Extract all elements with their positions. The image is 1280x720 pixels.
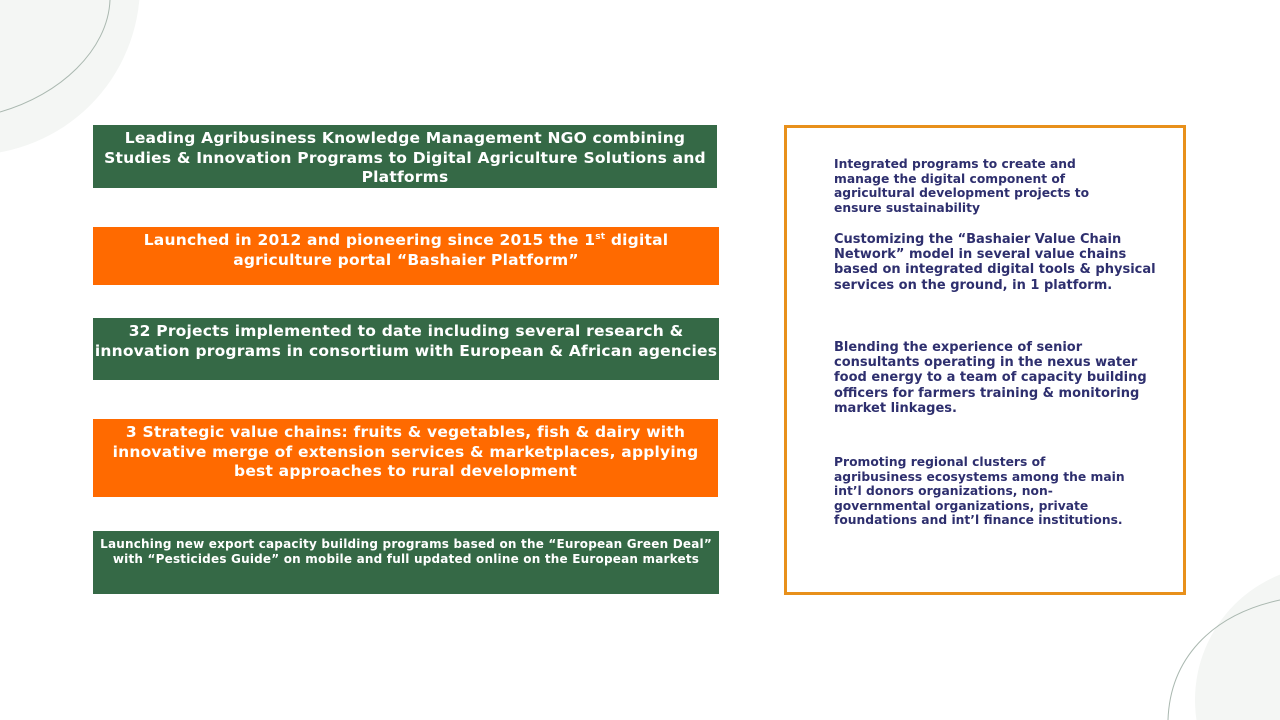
info-box-2-text-end: digital agriculture portal “Bashaier Platform” xyxy=(233,231,669,269)
panel-item-3: Blending the experience of senior consultants operating in the nexus water food energy to a team of capacity building officers for farmers training & monitoring market linkages. xyxy=(834,340,1147,416)
info-box-3 xyxy=(93,318,719,380)
panel-item-2: Customizing the “Bashaier Value Chain Network” model in several value chains based on integrated digital tools & physical services on the ground, in 1 platform. xyxy=(834,232,1156,293)
right-panel xyxy=(784,125,1186,595)
panel-item-1: Integrated programs to create and manage the digital component of agricultural development projects to ensure sustainability xyxy=(834,157,1090,215)
info-box-2 xyxy=(93,227,719,285)
info-box-1 xyxy=(93,125,717,188)
panel-item-4: Promoting regional clusters of agribusiness ecosystems among the main int’l donors organizations, non-governmental organizations, private foundations and int’l finance institutions. xyxy=(834,455,1125,527)
info-box-4 xyxy=(93,419,718,497)
info-box-2-text-start: Launched in 2012 and pioneering since 2015 the 1 xyxy=(143,231,596,249)
info-box-1-text: Leading Agribusiness Knowledge Management NGO combining Studies & Innovation Programs to Digital Agriculture Solutions and Platforms xyxy=(104,129,706,186)
info-box-5-text: Launching new export capacity building programs based on the “European Green Deal” with “Pesticides Guide” on mobile and full updated online on the European markets xyxy=(100,537,712,566)
info-box-5 xyxy=(93,531,719,594)
info-box-4-text: 3 Strategic value chains: fruits & vegetables, fish & dairy with innovative merge of extension services & marketplaces, applying best approaches to rural development xyxy=(112,423,699,480)
info-box-3-text: 32 Projects implemented to date including several research & innovation programs in consortium with European & African agencies xyxy=(94,322,718,360)
info-box-2-superscript: st xyxy=(595,232,606,242)
